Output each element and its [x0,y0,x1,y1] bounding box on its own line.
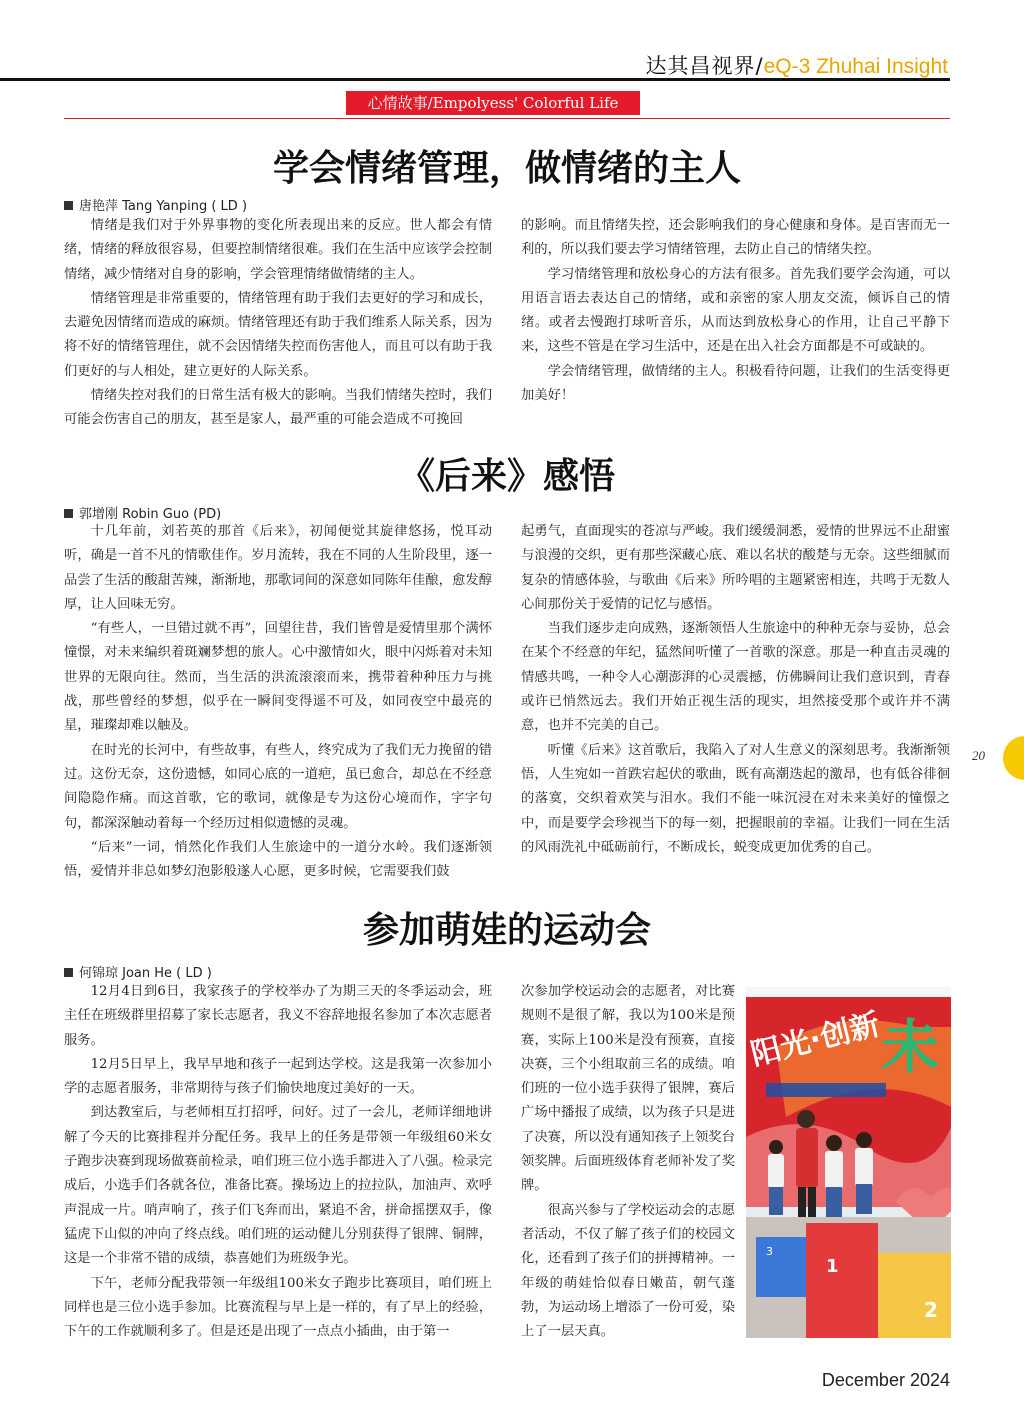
footer-date: December 2024 [821,1370,950,1390]
byline-text: 唐艳萍 Tang Yanping ( LD ) [79,199,248,214]
paragraph: 情绪管理是非常重要的，情绪管理有助于我们去更好的学习和成长，去避免因情绪而造成的麻烦。情绪管理还有助于我们维系人际关系，因为将不好的情绪管理住，就不会因情绪失控而伤害他人，而且可以有助于我们更好的与人相处，建立更好的人际关系。 [64,290,492,379]
byline-text: 郭增刚 Robin Guo (PD) [79,507,222,522]
paragraph: “后来”一词，悄然化作我们人生旅途中的一道分水岭。我们逐渐领悟，爱情并非总如梦幻泡影般遂人心愿，更多时候，它需要我们鼓 [64,839,492,880]
article-2-left-column [64,520,492,884]
paragraph: 情绪失控对我们的日常生活有极大的影响。当我们情绪失控时，我们可能会伤害自己的朋友，甚至是家人，最严重的可能会造成不可挽回 [64,388,492,428]
sports-day-photo [746,987,951,1338]
paragraph: 起勇气，直面现实的苍凉与严峻。我们缓缓洞悉，爱情的世界远不止甜蜜与浪漫的交织，更有那些深藏心底、难以名状的酸楚与无奈。这些细腻而复杂的情感体验，与歌曲《后来》所吟唱的主题紧密相连，共鸣于无数人心间那份关于爱情的记忆与感悟。 [521,524,950,612]
page-tab [1003,736,1024,780]
header-title-cn: 达其昌视界/ [645,54,764,78]
article-2-title: 《后来》感悟 [398,455,615,497]
podium-3-label: 3 [766,1245,773,1258]
magazine-header [645,50,948,80]
paragraph: 在时光的长河中，有些故事，有些人，终究成为了我们无力挽留的错过。这份无奈，这份遗憾，如同心底的一道疤，虽已愈合，却总在不经意间隐隐作痛。而这首歌，它的歌词，就像是专为这份心境而作，字字句句，都深深触动着每一个经历过相似遗憾的灵魂。 [64,742,492,831]
article-1-title: 学会情绪管理，做情绪的主人 [272,147,741,189]
paragraph: 下午，老师分配我带领一年级组100米女子跑步比赛项目，咱们班上同样也是三位小选手参加。比赛流程与早上是一样的，有了早上的经验，下午的工作就顺利多了。但是还是出现了一点点小插曲，由于第一 [64,1275,492,1340]
article-1-left-column [64,214,492,433]
paragraph: 听懂《后来》这首歌后，我陷入了对人生意义的深刻思考。我渐渐领悟，人生宛如一首跌宕起伏的歌曲，既有高潮迭起的激昂，也有低谷徘徊的落寞，交织着欢笑与泪水。我们不能一味沉浸在对未来美好的憧憬之中，而是要学会珍视当下的每一刻，把握眼前的幸福。让我们一同在生活的风雨洗礼中砥砺前行，不断成长，蜕变成更加优秀的自己。 [521,742,950,855]
byline-text: 何锦琼 Joan He ( LD ) [79,966,212,981]
paragraph: 很高兴参与了学校运动会的志愿者活动，不仅了解了孩子们的校园文化，还看到了孩子们的拼搏精神。一年级的萌娃恰似春日嫩苗，朝气蓬勃，为运动场上增添了一份可爱，染上了一层天真。 [521,1202,735,1340]
paragraph: 12月5日早上，我早早地和孩子一起到达学校。这是我第一次参加小学的志愿者服务，非常期待与孩子们愉快地度过美好的一天。 [64,1056,492,1097]
byline-square-icon [64,509,73,518]
paragraph: 情绪是我们对于外界事物的变化所表现出来的反应。世人都会有情绪，情绪的释放很容易，但要控制情绪很难。我们在生活中应该学会控制情绪，减少情绪对自身的影响，学会管理情绪做情绪的主人。 [64,218,492,282]
header-title-en: eQ-3 Zhuhai Insight [763,55,948,78]
article-3-left-column [64,980,492,1344]
banner-text: 阳光·创新 [747,1007,884,1073]
paragraph: 次参加学校运动会的志愿者，对比赛规则不是很了解，我以为100米是预赛，实际上100米是没有预赛，直接决赛，三个小组取前三名的成绩。咱们班的一位小选手获得了银牌，赛后广场中播报了成绩，以为孩子只是进了决赛，所以没有通知孩子上领奖台领奖牌。后面班级体育老师补发了奖牌。 [521,984,735,1194]
section-rule [64,118,950,119]
article-3-title: 参加萌娃的运动会 [362,909,651,951]
paragraph: 的影响。而且情绪失控，还会影响我们的身心健康和身体。是百害而无一利的，所以我们要去学习情绪管理，去防止自己的情绪失控。 [521,218,950,258]
paragraph: 学习情绪管理和放松身心的方法有很多。首先我们要学会沟通，可以用语言语去表达自己的情绪，或和亲密的家人朋友交流，倾诉自己的情绪。或者去慢跑打球听音乐，从而达到放松身心的作用，让自己平静下来，这些不管是在学习生活中，还是在出入社会方面都是不可或缺的。 [521,266,950,355]
section-label: 心情故事/Empolyess' Colorful Life [346,91,640,115]
paragraph: 到达教室后，与老师相互打招呼，问好。过了一会儿，老师详细地讲解了今天的比赛排程并分配任务。我早上的任务是带领一年级组60米女子跑步决赛到现场做赛前检录，咱们班三位小选手都进入了八强。检录完成后，小选手们各就各位，准备比赛。操场边上的拉拉队，加油声、欢呼声混成一片。哨声响了，孩子们飞奔而出，紧追不舍，拼命摇摆双手，像猛虎下山似的冲向了终点线。咱们班的运动健儿分别获得了银牌、铜牌，这是一个非常不错的成绩，恭喜她们为班级争光。 [64,1105,492,1267]
page-number: 20 [972,748,985,763]
article-3-right-column [521,980,735,1344]
article-2-right-column [521,520,950,860]
podium-1-label: 1 [826,1256,839,1277]
paragraph: “有些人，一旦错过就不再”，回望往昔，我们皆曾是爱情里那个满怀憧憬，对未来编织着斑斓梦想的旅人。心中激情如火，眼中闪烁着对未知世界的无限向往。然而，当生活的洪流滚滚而来，携带着种种压力与挑战，那些曾经的梦想，似乎在一瞬间变得遥不可及，如同夜空中最亮的星，璀璨却难以触及。 [64,621,492,734]
podium-2-label: 2 [924,1298,938,1322]
article-1-byline [64,195,247,214]
paragraph: 学会情绪管理，做情绪的主人。积极看待问题，让我们的生活变得更加美好！ [521,363,950,404]
header-rule [0,78,950,81]
article-1-right-column [521,214,950,408]
paragraph: 12月4日到6日，我家孩子的学校举办了为期三天的冬季运动会，班主任在班级群里招募了家长志愿者，我义不容辞地报名参加了本次志愿者服务。 [64,984,492,1048]
paragraph: 十几年前，刘若英的那首《后来》，初闻便觉其旋律悠扬，悦耳动听，确是一首不凡的情歌佳作。岁月流转，我在不同的人生阶段里，逐一品尝了生活的酸甜苦辣，渐渐地，那歌词间的深意如同陈年佳酿，愈发醇厚，让人回味无穷。 [64,524,492,612]
byline-square-icon [64,201,73,210]
article-3-byline [64,962,212,981]
byline-square-icon [64,968,73,977]
banner-text-2: 未 [881,1013,940,1081]
paragraph: 当我们逐步走向成熟，逐渐领悟人生旅途中的种种无奈与妥协，总会在某个不经意的年纪，猛然间听懂了一首歌的深意。那是一种直击灵魂的情感共鸣，一种令人心潮澎湃的心灵震撼，仿佛瞬间让我们意识到，青春或许已悄然远去。我们开始正视生活的现实，坦然接受那个或许并不满意，也并不完美的自己。 [521,621,950,734]
